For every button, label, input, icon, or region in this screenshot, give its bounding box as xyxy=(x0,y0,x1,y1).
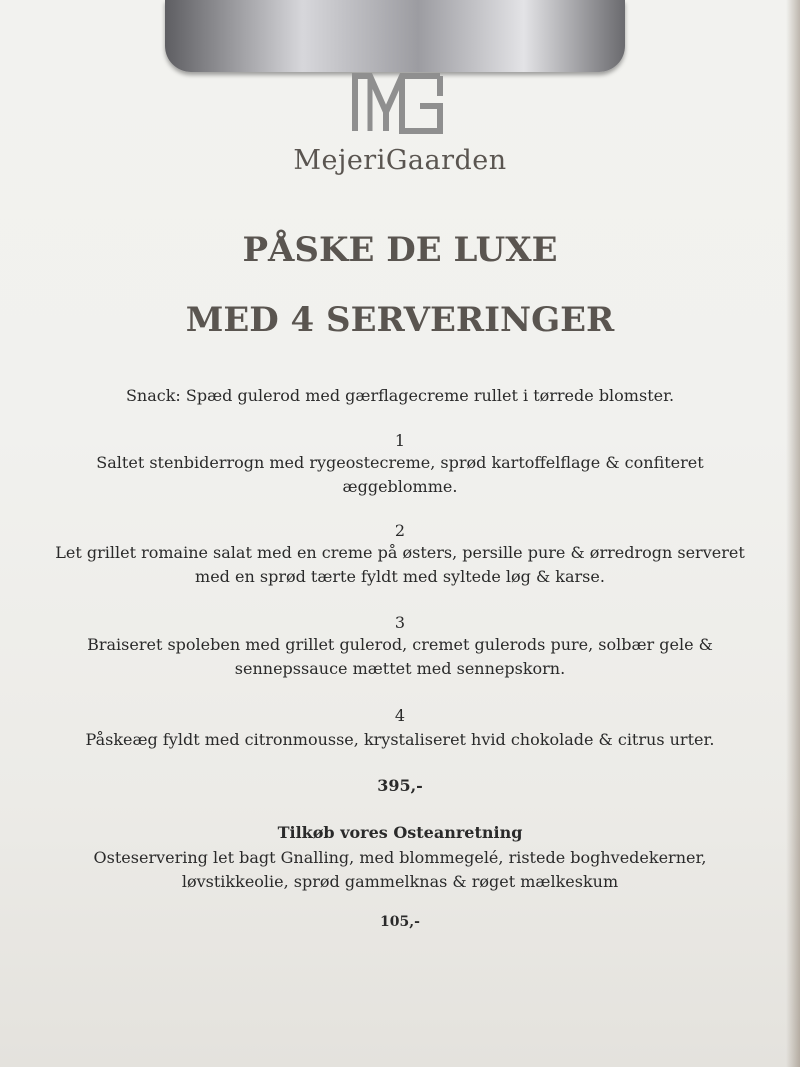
menu-title-line2: MED 4 SERVERINGER xyxy=(185,300,615,340)
clipboard-clip-icon xyxy=(165,0,625,72)
course-2-line2: med en sprød tærte fyldt med syltede løg & karse. xyxy=(195,567,605,586)
menu-title-line1: PÅSKE DE LUXE xyxy=(242,230,558,270)
course-4-line1: Påskeæg fyldt med citronmousse, krystaliseret hvid chokolade & citrus urter. xyxy=(85,730,715,749)
addon-line1: Osteservering let bagt Gnalling, med blommegelé, ristede boghvedekerner, xyxy=(93,848,707,867)
addon-title: Tilkøb vores Osteanretning xyxy=(277,823,523,842)
course-3-number: 3 xyxy=(394,613,406,632)
course-1-number: 1 xyxy=(394,431,406,450)
course-1-line1: Saltet stenbiderrogn med rygeostecreme, sprød kartoffelflage & confiteret xyxy=(96,453,704,472)
course-2-line1: Let grillet romaine salat med en creme på østers, persille pure & ørredrogn serveret xyxy=(55,543,745,562)
course-2-number: 2 xyxy=(394,521,406,540)
addon-line2: løvstikkeolie, sprød gammelknas & røget mælkeskum xyxy=(181,872,619,891)
course-3-line2: sennepssauce mættet med sennepskorn. xyxy=(234,659,566,678)
snack-line: Snack: Spæd gulerod med gærflagecreme rullet i tørrede blomster. xyxy=(125,386,675,405)
course-3-line1: Braiseret spoleben med grillet gulerod, cremet gulerods pure, solbær gele & xyxy=(87,635,713,654)
menu-price: 395,- xyxy=(377,776,423,795)
brand-name: MejeriGaarden xyxy=(293,145,507,176)
addon-price: 105,- xyxy=(380,914,420,930)
course-4-number: 4 xyxy=(394,706,406,725)
mg-monogram-logo-icon xyxy=(352,72,444,134)
course-1-line2: æggeblomme. xyxy=(342,477,458,496)
